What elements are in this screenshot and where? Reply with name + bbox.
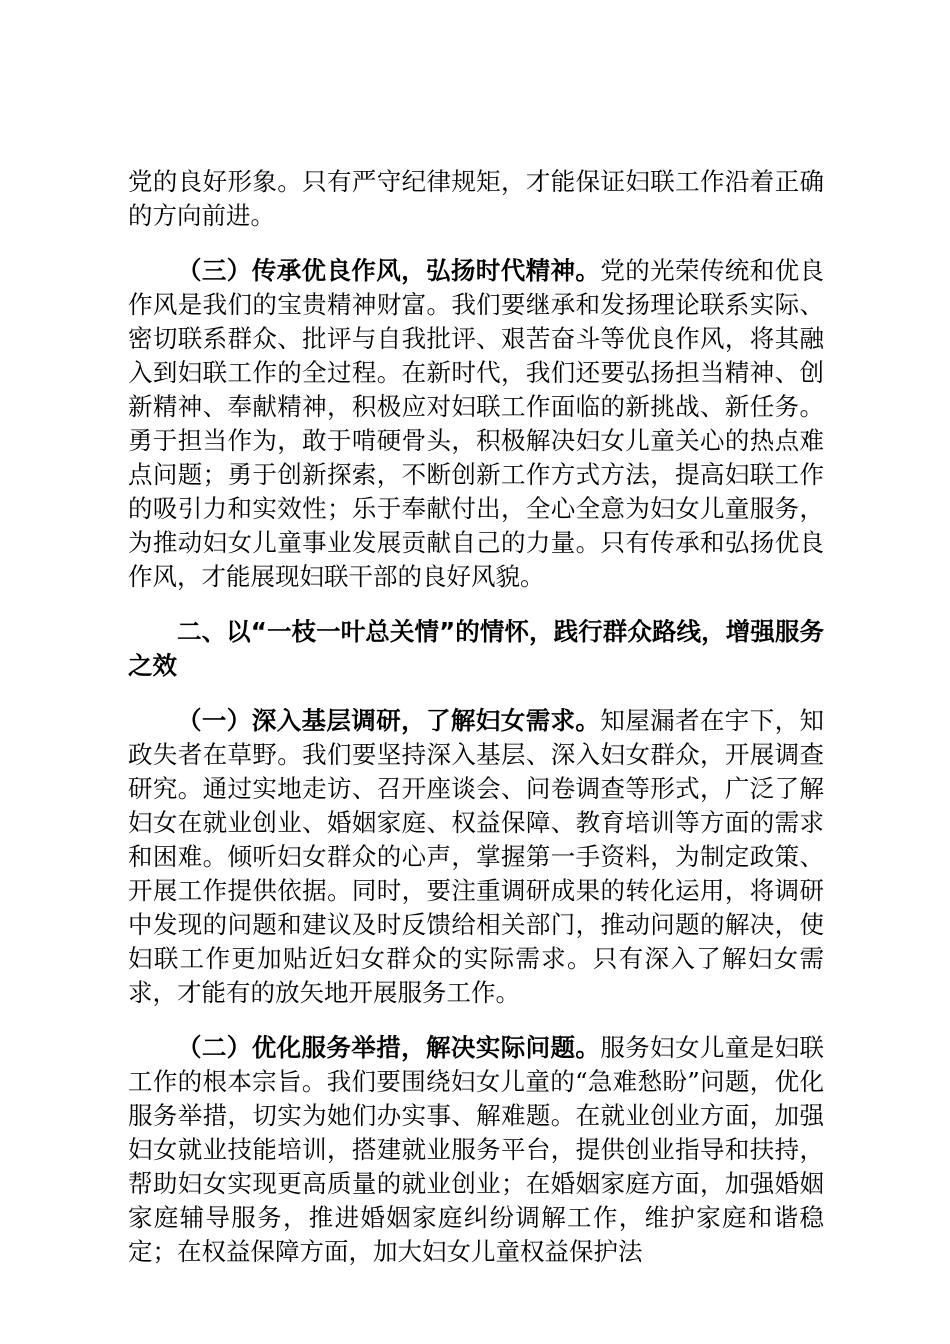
- document-body: [128, 165, 824, 1290]
- paragraph-text: 党的光荣传统和优良作风是我们的宝贵精神财富。我们要继承和发扬理论联系实际、密切联系群众、批评与自我批评、艰苦奋斗等优良作风，将其融入到妇联工作的全过程。在新时代，我们还要弘扬担当精神、创新精神、奉献精神，积极应对妇联工作面临的新挑战、新任务。勇于担当作为，敢于啃硬骨头，积极解决妇女儿童关心的热点难点问题；勇于创新探索，不断创新工作方式方法，提高妇联工作的吸引力和实效性；乐于奉献付出，全心全意为妇女儿童服务，为推动妇女儿童事业发展贡献自己的力量。只有传承和弘扬优良作风，才能展现妇联干部的良好风貌。: [128, 256, 825, 591]
- paragraph-inherit-style: [128, 254, 824, 594]
- paragraph-lead: （一）深入基层调研，了解妇女需求。: [177, 706, 601, 735]
- section-heading: 二、以“一枝一叶总关情”的情怀，践行群众路线，增强服务之效: [128, 617, 824, 680]
- paragraph-grassroots-research: [128, 704, 824, 1010]
- paragraph-text: 服务妇女儿童是妇联工作的根本宗旨。我们要围绕妇女儿童的“急难愁盼”问题，优化服务举措，切实为她们办实事、解难题。在就业创业方面，加强妇女就业技能培训，搭建就业服务平台，提供创业指导和扶持，帮助妇女实现更高质量的就业创业；在婚姻家庭方面，加强婚姻家庭辅导服务，推进婚姻家庭纠纷调解工作，维护家庭和谐稳定；在权益保障方面，加大妇女儿童权益保护法: [128, 1033, 825, 1266]
- paragraph-continuation: [128, 165, 824, 233]
- paragraph-text: 知屋漏者在宇下，知政失者在草野。我们要坚持深入基层、深入妇女群众，开展调查研究。通过实地走访、召开座谈会、问卷调查等形式，广泛了解妇女在就业创业、婚姻家庭、权益保障、教育培训等方面的需求和困难。倾听妇女群众的心声，掌握第一手资料，为制定政策、开展工作提供依据。同时，要注重调研成果的转化运用，将调研中发现的问题和建议及时反馈给相关部门，推动问题的解决，使妇联工作更加贴近妇女群众的实际需求。只有深入了解妇女需求，才能有的放矢地开展服务工作。: [128, 706, 825, 1007]
- paragraph-lead: （三）传承优良作风，弘扬时代精神。: [177, 256, 601, 285]
- paragraph-text: 党的良好形象。只有严守纪律规矩，才能保证妇联工作沿着正确的方向前进。: [128, 167, 824, 230]
- paragraph-lead: （二）优化服务举措，解决实际问题。: [177, 1033, 601, 1062]
- paragraph-optimize-services: [128, 1031, 824, 1269]
